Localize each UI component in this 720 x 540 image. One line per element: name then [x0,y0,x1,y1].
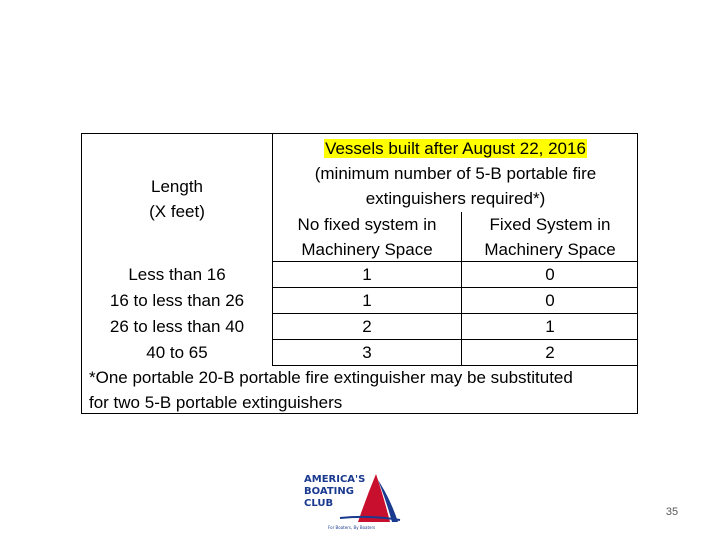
row-fixed-value: 0 [545,265,555,284]
row-length: 16 to less than 26 [109,291,245,310]
vessels-header-title-line [273,136,638,161]
table-row [82,340,638,366]
length-header [82,134,272,261]
logo-line2: BOATING [304,486,354,497]
table-row [82,288,638,314]
row-fixed-value: 0 [545,291,555,310]
vessels-header [273,134,638,212]
no-fixed-system-line1: No fixed system in [297,215,437,234]
fixed-system-line2: Machinery Space [484,240,616,259]
fixed-system-line1: Fixed System in [489,215,611,234]
row-length: 26 to less than 40 [109,317,245,336]
no-fixed-system-line2: Machinery Space [301,240,433,259]
length-header-label: Length [151,177,203,196]
table-footnote [89,365,634,415]
fixed-system-header [462,212,638,261]
americas-boating-club-logo [300,468,404,530]
fire-extinguisher-table [81,133,638,414]
sailboat-logo-icon [300,468,404,530]
no-fixed-system-header [273,212,461,261]
row-fixed-value: 2 [545,343,555,362]
length-header-unit: (X feet) [149,202,205,221]
table-row [82,314,638,340]
vessels-header-title: Vessels built after August 22, 2016 [325,139,586,158]
row-no-fixed-value: 2 [362,317,372,336]
row-no-fixed-value: 1 [362,265,372,284]
row-no-fixed-value: 3 [362,343,372,362]
logo-line3: CLUB [304,498,334,509]
row-length: 40 to 65 [146,343,208,362]
page-number: 35 [665,506,679,518]
row-fixed-value: 1 [545,317,555,336]
row-length: Less than 16 [128,265,226,284]
logo-line1: AMERICA'S [304,474,366,485]
footnote-line1: *One portable 20-B portable fire extinguisher may be substituted [89,368,573,387]
logo-tagline: For Boaters, By Boaters [328,525,376,530]
footnote-line2: for two 5-B portable extinguishers [89,393,343,412]
vessels-header-min-line2: extinguishers required*) [365,189,546,208]
table-row [82,262,638,288]
row-no-fixed-value: 1 [362,291,372,310]
vessels-header-min-line1: (minimum number of 5-B portable fire [314,164,597,183]
